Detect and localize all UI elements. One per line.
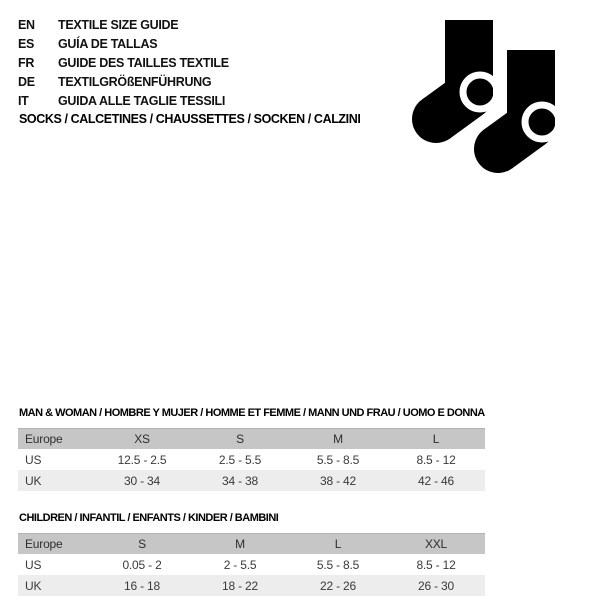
language-label: GUIDE DES TAILLES TEXTILE (58, 55, 229, 70)
table-header-row (18, 534, 485, 555)
language-code: IT (18, 93, 29, 108)
table-row-us (18, 449, 485, 470)
size-cell: 38 - 42 (289, 470, 387, 491)
language-label: TEXTILE SIZE GUIDE (58, 18, 179, 33)
size-cell: 42 - 46 (387, 470, 485, 491)
region-cell: US (25, 452, 42, 467)
size-table-children (18, 533, 485, 596)
size-cell: 5.5 - 8.5 (316, 452, 360, 467)
language-code: ES (18, 37, 35, 52)
size-cell: 2.5 - 5.5 (218, 452, 262, 467)
size-cell: 12.5 - 2.5 (117, 452, 167, 467)
socks-icon (402, 10, 570, 178)
table-row-uk (18, 575, 485, 596)
region-cell: US (25, 557, 42, 572)
size-cell: 26 - 30 (387, 575, 485, 596)
language-row (18, 16, 229, 35)
size-cell: 30 - 34 (93, 470, 191, 491)
size-cell: 22 - 26 (289, 575, 387, 596)
region-cell: UK (18, 470, 93, 491)
language-label: TEXTILGRÖßENFÜHRUNG (58, 74, 212, 89)
size-cell: 5.5 - 8.5 (316, 557, 360, 572)
language-row (18, 54, 229, 73)
language-code: DE (18, 74, 35, 89)
language-label: GUÍA DE TALLAS (58, 37, 158, 52)
column-header-size: XXL (387, 534, 485, 555)
table-row-uk (18, 470, 485, 491)
size-cell: 2 - 5.5 (223, 557, 257, 572)
category-heading: SOCKS / CALCETINES / CHAUSSETTES / SOCKEN / CALZINI (19, 112, 361, 126)
size-cell: 18 - 22 (191, 575, 289, 596)
language-list (18, 16, 229, 110)
size-cell: 16 - 18 (93, 575, 191, 596)
table-row-us (18, 554, 485, 575)
language-row (18, 72, 229, 91)
column-header-size: L (289, 534, 387, 555)
language-code: EN (18, 18, 35, 33)
column-header-size: M (191, 534, 289, 555)
table-title-man-woman: MAN & WOMAN / HOMBRE Y MUJER / HOMME ET FEMME / MANN UND FRAU / UOMO E DONNA (19, 407, 485, 419)
language-row (18, 91, 229, 110)
column-header-region: Europe (18, 429, 93, 450)
size-table-man-woman (18, 428, 485, 491)
column-header-region: Europe (18, 534, 93, 555)
column-header-size: M (289, 429, 387, 450)
column-header-size: L (387, 429, 485, 450)
table-header-row (18, 429, 485, 450)
language-label: GUIDA ALLE TAGLIE TESSILI (58, 93, 226, 108)
size-cell: 0.05 - 2 (122, 557, 162, 572)
table-title-children: CHILDREN / INFANTIL / ENFANTS / KINDER / BAMBINI (19, 512, 279, 524)
size-cell: 8.5 - 12 (416, 452, 456, 467)
column-header-size: XS (93, 429, 191, 450)
language-code: FR (18, 55, 35, 70)
column-header-size: S (191, 429, 289, 450)
size-cell: 34 - 38 (191, 470, 289, 491)
column-header-size: S (93, 534, 191, 555)
size-cell: 8.5 - 12 (416, 557, 456, 572)
region-cell: UK (18, 575, 93, 596)
language-row (18, 35, 229, 54)
